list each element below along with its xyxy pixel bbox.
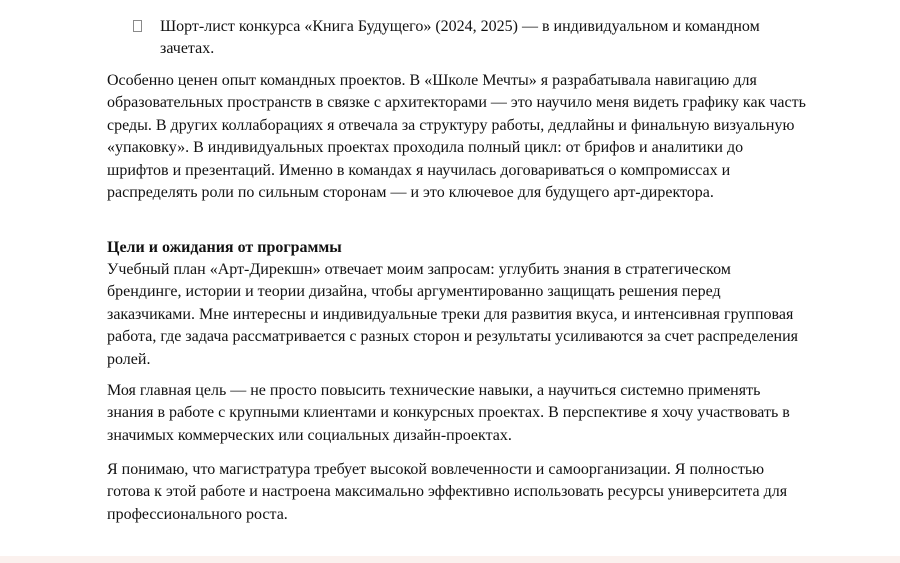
section-heading: Цели и ожидания от программы	[107, 239, 342, 256]
page-bottom-edge	[0, 556, 900, 563]
square-bullet-icon	[133, 20, 142, 32]
paragraph-readiness: Я понимаю, что магистратура требует высокой вовлеченности и самоорганизации. Я полностью готова к этой работе и настроена максимально эффективно использовать ресурсы университета для профессионального роста.	[107, 461, 788, 523]
paragraph-main-goal: Моя главная цель — не просто повысить технические навыки, а научиться системно применять знания в работе с крупными клиентами и конкурсных проектах. В перспективе я хочу участвовать в значимых коммерческих или социальных дизайн-проектах.	[107, 382, 790, 444]
paragraph-team-experience: Особенно ценен опыт командных проектов. В «Школе Мечты» я разрабатывала навигацию для образовательных пространств в связке с архитекторами — это научило меня видеть графику как часть среды. В других коллаборациях я отвечала за структуру работы, дедлайны и финальную визуальную «упаковку». В индивидуальных проектах проходила полный цикл: от брифов и аналитики до шрифтов и презентаций. Именно в командах я научилась договариваться о компромиссах и распределять роли по сильным сторонам — и это ключевое для будущего арт-директора.	[107, 72, 806, 202]
paragraph-curriculum: Учебный план «Арт-Дирекшн» отвечает моим запросам: углубить знания в стратегическом брендинге, истории и теории дизайна, чтобы аргументированно защищать решения перед заказчиками. Мне интересны и индивидуальные треки для развития вкуса, и интенсивная групповая работа, где задача рассматривается с разных сторон и результаты усиливаются за счет распределения ролей.	[107, 261, 799, 368]
bullet-item-text: Шорт-лист конкурса «Книга Будущего» (2024, 2025) — в индивидуальном и командном зачетах.	[160, 18, 760, 57]
bullet-list-item	[133, 16, 813, 60]
